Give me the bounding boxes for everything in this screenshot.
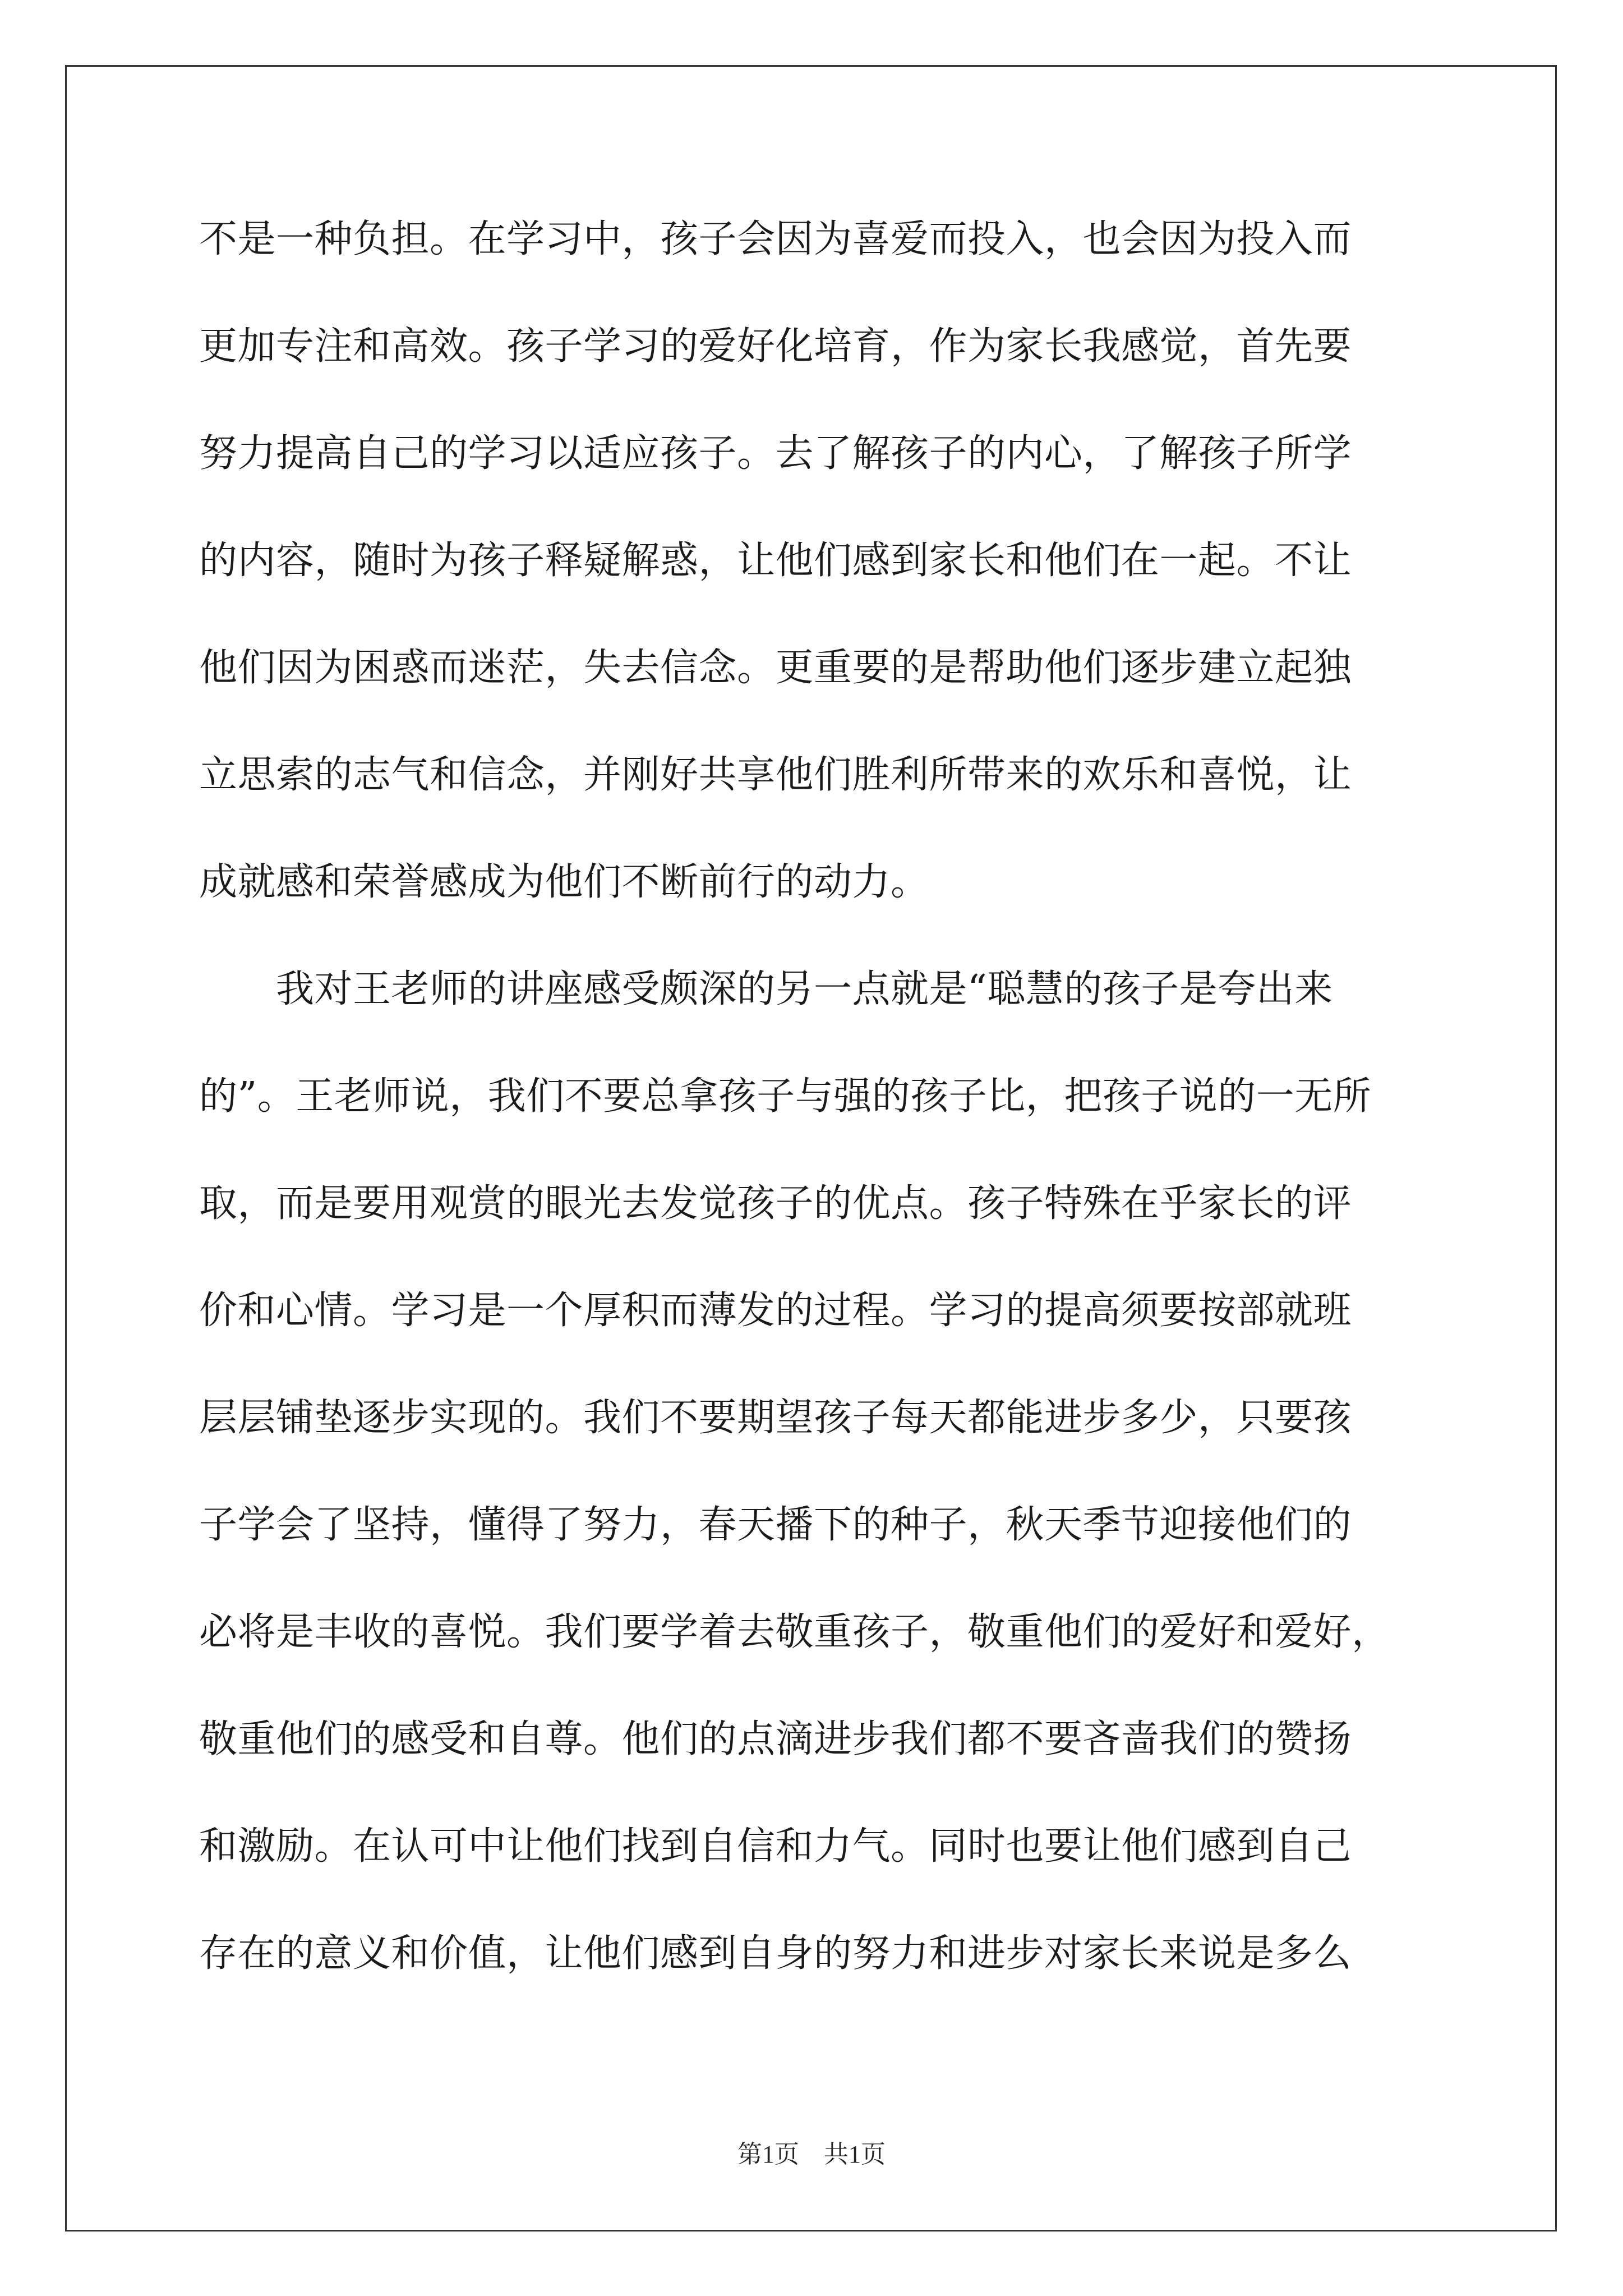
text-line: 取，而是要用观赏的眼光去发觉孩子的优点。孩子特殊在乎家长的评 <box>199 1181 1352 1226</box>
text-line: 立思索的志气和信念，并刚好共享他们胜利所带来的欢乐和喜悦，让 <box>199 753 1352 797</box>
text-line: 层层铺垫逐步实现的。我们不要期望孩子每天都能进步多少，只要孩 <box>199 1396 1352 1440</box>
text-line: 不是一种负担。在学习中，孩子会因为喜爱而投入，也会因为投入而 <box>199 217 1352 261</box>
text-line: 努力提高自己的学习以适应孩子。去了解孩子的内心，了解孩子所学 <box>199 431 1352 476</box>
text-line: 必将是丰收的喜悦。我们要学着去敬重孩子，敬重他们的爱好和爱好， <box>199 1610 1390 1654</box>
text-line: 的内容，随时为孩子释疑解惑，让他们感到家长和他们在一起。不让 <box>199 539 1352 583</box>
text-line: 和激励。在认可中让他们找到自信和力气。同时也要让他们感到自己 <box>199 1824 1352 1869</box>
text-line: 子学会了坚持，懂得了努力，春天播下的种子，秋天季节迎接他们的 <box>199 1503 1352 1547</box>
paragraph-first-line: 我对王老师的讲座感受颇深的另一点就是“聪慧的孩子是夸出来 <box>276 967 1333 1011</box>
text-line: 成就感和荣誉感成为他们不断前行的动力。 <box>199 860 929 904</box>
text-line: 价和心情。学习是一个厚积而薄发的过程。学习的提高须要按部就班 <box>199 1289 1352 1333</box>
text-line: 他们因为困惑而迷茫，失去信念。更重要的是帮助他们逐步建立起独 <box>199 646 1352 690</box>
text-line: 的”。王老师说，我们不要总拿孩子与强的孩子比，把孩子说的一无所 <box>199 1074 1372 1119</box>
page-footer: 第1页 共1页 <box>737 2141 886 2168</box>
text-line: 敬重他们的感受和自尊。他们的点滴进步我们都不要吝啬我们的赞扬 <box>199 1717 1352 1761</box>
document-body <box>199 216 1427 2037</box>
text-line: 存在的意义和价值，让他们感到自身的努力和进步对家长来说是多么 <box>199 1931 1352 1976</box>
text-line: 更加专注和高效。孩子学习的爱好化培育，作为家长我感觉，首先要 <box>199 324 1352 369</box>
